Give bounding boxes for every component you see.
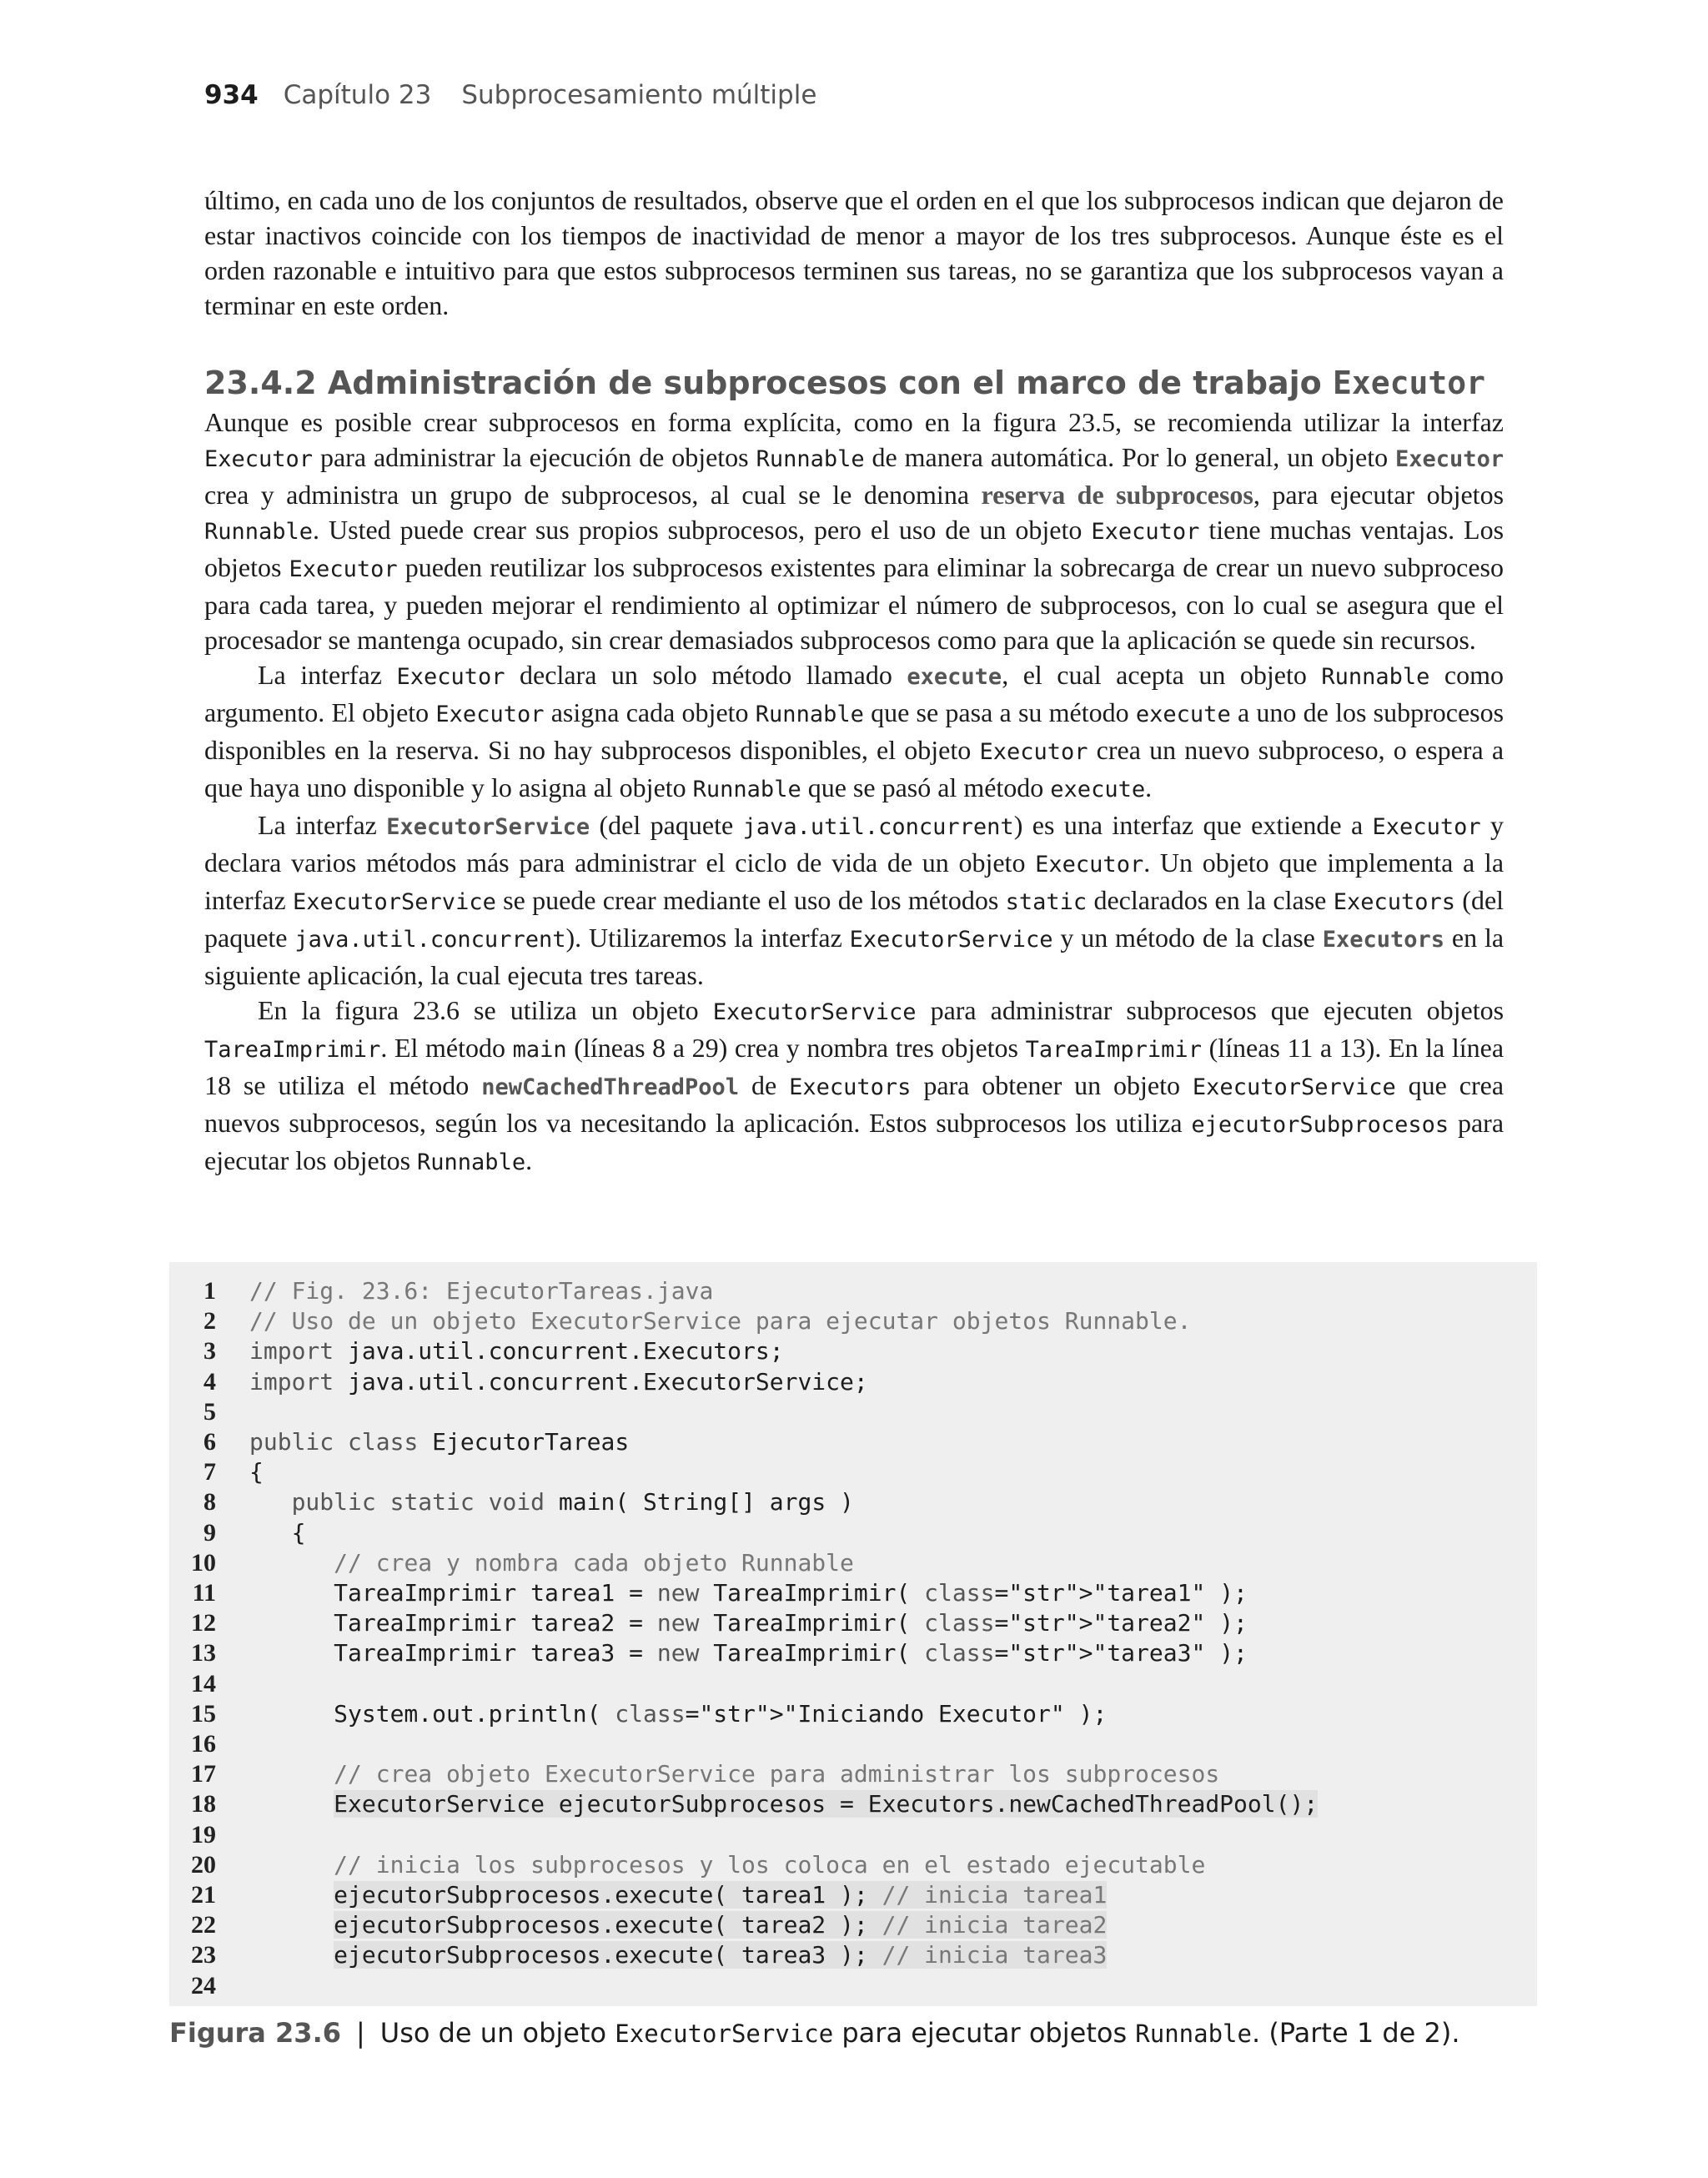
code-term: ExecutorService [386,814,590,840]
line-number: 8 [203,1488,216,1517]
code-term: static [1005,889,1088,915]
code-line [169,1789,1537,1819]
code-term: Runnable [417,1149,526,1175]
code-term: java.util.concurrent [294,927,566,953]
code-term: TareaImprimir [204,1037,381,1063]
line-number: 24 [191,1971,216,1999]
text-run: . El método [380,1033,505,1063]
code-line [169,1669,1537,1699]
intro-block [204,183,1504,323]
key-term: reserva de subprocesos [981,480,1253,510]
code-term: TareaImprimir [1025,1037,1202,1063]
section-title: Administración de subprocesos con el marco de trabajo [327,365,1322,401]
code-term: newCachedThreadPool [481,1074,740,1100]
line-number: 9 [203,1518,216,1547]
chapter-label: Capítulo 23 [283,80,432,110]
text-run: , para ejecutar objetos [1253,480,1505,510]
text-run: Aunque es posible crear subprocesos en forma explícita, como en la figura 23.5, se recomienda utilizar la interfaz [204,407,1504,437]
code-line [169,1487,1537,1517]
code-term: ExecutorService [712,999,917,1025]
text-run: a uno de los subprocesos disponibles en la reserva. Si no hay subprocesos disponibles, el objeto [204,697,1505,765]
code-term: Runnable [1321,664,1430,690]
text-run: y un método de la clase [1060,923,1315,953]
line-number: 5 [203,1397,216,1426]
text-run: . [1145,772,1153,802]
text-run: que se pasó al método [807,772,1044,802]
text-run: para administrar la ejecución de objetos [319,442,749,472]
figure-label: Figura 23.6 [169,2017,341,2049]
text-run: declara un solo método llamado [520,660,892,690]
line-number: 1 [203,1277,216,1305]
code-line [169,1397,1537,1427]
code-text: // Fig. 23.6: EjecutorTareas.java [249,1277,714,1305]
caption-separator: | [355,2017,365,2049]
text-run: , el cual acepta un objeto [1002,660,1307,690]
line-number: 15 [191,1699,216,1728]
section-23-4-2 [204,360,1504,1180]
caption-text: Uso de un objeto [379,2017,607,2049]
text-run: ). Utilizaremos la interfaz [565,923,842,953]
code-text: { [249,1458,264,1486]
line-number: 18 [191,1790,216,1818]
line-number: 2 [203,1307,216,1335]
line-number: 14 [191,1669,216,1698]
code-term: Executor [1372,814,1481,840]
code-line [169,1850,1537,1880]
code-text: import java.util.concurrent.ExecutorService; [249,1367,868,1396]
text-run: En la figura 23.6 se utiliza un objeto [258,995,699,1025]
code-line [169,1880,1537,1910]
code-text: ejecutorSubprocesos.execute( tarea2 ); // inicia tarea2 [334,1911,1108,1939]
code-text: System.out.println( class="str">"Iniciando Executor" ); [249,1699,1108,1728]
code-line [169,1518,1537,1548]
line-number: 11 [192,1579,216,1607]
text-run: para ejecutar los objetos [204,1108,1505,1175]
code-text: import java.util.concurrent.Executors; [249,1337,784,1366]
code-term: Executors [789,1074,912,1100]
text-run: (del paquete [204,885,1505,953]
code-line [169,1367,1537,1397]
text-run: y declara varios métodos más para administrar el ciclo de vida de un objeto [204,810,1504,878]
line-number: 19 [191,1820,216,1849]
line-number: 20 [191,1850,216,1879]
text-run: como argumento. El objeto [204,660,1505,727]
code-line [169,1971,1537,2001]
line-number: 7 [203,1458,216,1486]
intro-paragraph: último, en cada uno de los conjuntos de resultados, observe que el orden en el que los subprocesos indican que dejaron de estar inactivos coincide con los tiempos de inactividad de menor a mayor de los tres subprocesos. Aunque éste es el orden razonable e intuitivo para que estos subprocesos terminen sus tareas, no se garantiza que los subprocesos vayan a terminar en este orden. [204,185,1504,320]
code-term: Executor [435,702,545,727]
code-term: Runnable [756,446,865,472]
paragraph-2 [204,657,1504,807]
line-number: 21 [191,1881,216,1909]
code-term: Runnable [692,777,801,802]
text-run: La interfaz [258,810,377,840]
code-term: Executors [1333,889,1455,915]
text-run: . [525,1145,533,1175]
code-line [169,1638,1537,1668]
code-term: ExecutorService [849,927,1053,953]
line-number: 13 [191,1639,216,1667]
code-term: execute [907,664,1002,690]
line-number: 17 [191,1760,216,1788]
chapter-title: Subprocesamiento múltiple [461,80,817,110]
code-line [169,1457,1537,1487]
text-run: . Un objeto que implementa a la interfaz [204,848,1505,915]
code-term: Executor [204,446,314,472]
text-run: crea y administra un grupo de subprocesos, al cual se le denomina [204,480,970,510]
text-run: de [751,1070,777,1100]
code-text: TareaImprimir tarea1 = new TareaImprimir( class="str">"tarea1" ); [249,1579,1248,1607]
section-title-code: Executor [1333,365,1486,401]
code-text: // crea objeto ExecutorService para administrar los subprocesos [334,1760,1220,1788]
code-text: // crea y nombra cada objeto Runnable [334,1548,854,1577]
line-number: 6 [203,1428,216,1456]
code-line [169,1548,1537,1578]
line-number: 12 [191,1609,216,1637]
text-run: de manera automática. Por lo general, un objeto [872,442,1389,472]
text-run: que se pasa a su método [871,697,1129,727]
code-term: java.util.concurrent [742,814,1014,840]
line-number: 16 [191,1730,216,1758]
text-run: declarados en la clase [1093,885,1327,915]
text-run: que crea nuevos subprocesos, según los va necesitando la aplicación. Estos subprocesos los utiliza [204,1070,1505,1138]
text-run: asigna cada objeto [550,697,749,727]
line-number: 4 [203,1367,216,1396]
code-term: Runnable [755,702,864,727]
code-text: TareaImprimir tarea2 = new TareaImprimir( class="str">"tarea2" ); [249,1609,1248,1637]
code-term: Executor [396,664,505,690]
code-term: Executor [1091,519,1200,545]
text-run: La interfaz [258,660,382,690]
caption-text: . (Parte 1 de 2). [1251,2017,1460,2049]
section-number: 23.4.2 [204,365,317,401]
code-line [169,1336,1537,1366]
text-run: pueden reutilizar los subprocesos existentes para eliminar la sobrecarga de crear un nuevo subproceso para cada tarea, y pueden mejorar el rendimiento al optimizar el número de subprocesos, con lo cual se asegura que el procesador se mantenga ocupado, sin crear demasiados subprocesos como para que la aplicación se quede sin recursos. [204,552,1505,655]
paragraph-4 [204,993,1504,1180]
text-run: (líneas 11 a 13). En la línea 18 se utiliza el método [204,1033,1505,1100]
code-line [169,1608,1537,1638]
code-term: Executor [979,739,1088,765]
code-text: public static void main( String[] args ) [291,1488,854,1517]
code-term: execute [1135,702,1231,727]
line-number: 10 [191,1548,216,1577]
page-number: 934 [204,80,259,110]
text-run: para obtener un objeto [923,1070,1181,1100]
code-term: Runnable [204,519,314,545]
running-head [204,80,816,110]
code-text: ExecutorService ejecutorSubprocesos = Executors.newCachedThreadPool(); [334,1790,1319,1818]
code-term: ejecutorSubprocesos [1191,1112,1449,1138]
paragraph-3 [204,807,1504,993]
code-term: Executor [1035,852,1144,878]
code-text: // Uso de un objeto ExecutorService para ejecutar objetos Runnable. [249,1307,1192,1335]
code-line [169,1820,1537,1850]
code-line [169,1729,1537,1759]
code-text: TareaImprimir tarea3 = new TareaImprimir( class="str">"tarea3" ); [249,1639,1248,1667]
text-run: (líneas 8 a 29) crea y nombra tres objetos [574,1033,1018,1063]
code-text: { [249,1518,306,1547]
code-term: main [512,1037,567,1063]
code-line [169,1910,1537,1940]
caption-text: para ejecutar objetos [841,2017,1128,2049]
code-line [169,1699,1537,1729]
code-line [169,1940,1537,1970]
text-run: para administrar subprocesos que ejecuten objetos [930,995,1505,1025]
text-run: se puede crear mediante el uso de los métodos [503,885,999,915]
text-run: . Usted puede crear sus propios subprocesos, pero el uso de un objeto [313,515,1083,545]
line-number: 23 [191,1941,216,1969]
text-run: (del paquete [599,810,734,840]
code-line [169,1306,1537,1336]
text-run: en la siguiente aplicación, la cual ejecuta tres tareas. [204,923,1505,990]
code-term: Executors [1322,927,1445,953]
code-line [169,1578,1537,1608]
code-term: Executor [1395,446,1505,472]
code-line [169,1276,1537,1306]
code-text: ejecutorSubprocesos.execute( tarea3 ); // inicia tarea3 [334,1941,1108,1969]
code-text: public class EjecutorTareas [249,1428,630,1456]
caption-code: ExecutorService [615,2020,834,2048]
text-run: crea un nuevo subproceso, o espera a que haya uno disponible y lo asigna al objeto [204,735,1505,802]
code-term: ExecutorService [1192,1074,1396,1100]
line-number: 3 [203,1337,216,1366]
figure-caption [169,2017,1460,2049]
code-line [169,1427,1537,1457]
section-heading [204,360,1504,406]
code-text: // inicia los subprocesos y los coloca en el estado ejecutable [334,1850,1206,1879]
code-term: ExecutorService [293,889,496,915]
code-listing [169,1262,1537,2006]
text-run: tiene muchas ventajas. Los objetos [204,515,1505,582]
code-term: execute [1050,777,1146,802]
code-text: ejecutorSubprocesos.execute( tarea1 ); // inicia tarea1 [334,1881,1108,1909]
caption-code: Runnable [1135,2020,1252,2048]
code-term: Executor [289,556,398,582]
code-line [169,1759,1537,1789]
text-run: ) es una interfaz que extiende a [1013,810,1364,840]
line-number: 22 [191,1911,216,1939]
paragraph-1 [204,405,1504,657]
